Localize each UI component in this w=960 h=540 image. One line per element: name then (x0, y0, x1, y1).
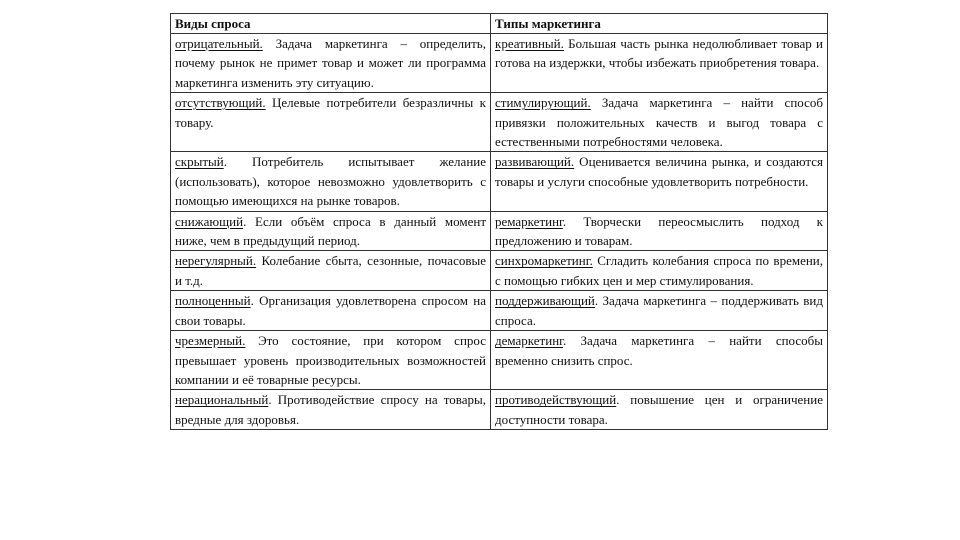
demand-term: отрицательный. (175, 36, 263, 51)
demand-description: . Организация удовлетворена спросом на свои товары. (175, 293, 486, 328)
table-row (171, 152, 828, 211)
header-demand-types: Виды спроса (171, 14, 491, 34)
demand-description: . Противодействие спросу на товары, вредные для здоровья. (175, 392, 486, 427)
marketing-term: поддерживающий (495, 293, 595, 309)
marketing-description: Оценивается величина рынка, и создаются товары и услуги способные удовлетворить потребности. (495, 154, 823, 189)
demand-cell (171, 291, 491, 331)
demand-term: снижающий (175, 213, 244, 229)
demand-cell (171, 211, 491, 251)
demand-description: Колебание сбыта, сезонные, почасовые и т.д. (175, 253, 486, 288)
marketing-description: Большая часть рынка недолюбливает товар и готова на издержки, чтобы избежать приобретения товара. (495, 36, 823, 71)
marketing-cell (491, 152, 828, 211)
marketing-description: Сгладить колебания спроса по времени, с помощью гибких цен и мер стимулирования. (495, 253, 823, 288)
marketing-description: . повышение цен и ограничение доступности товара. (495, 392, 823, 427)
marketing-description: . Задача маркетинга – поддерживать вид спроса. (495, 293, 823, 328)
marketing-description: Задача маркетинга – найти способ привязки положительных качеств и выгод товара с естественными потребностями человека. (495, 95, 823, 150)
marketing-cell (491, 211, 828, 251)
demand-term: нерациональный (175, 392, 269, 408)
table-header-row (171, 14, 828, 34)
demand-term: отсутствующий. (175, 95, 266, 111)
demand-cell (171, 34, 491, 93)
table-row (171, 251, 828, 291)
demand-marketing-table (170, 13, 828, 430)
header-marketing-types: Типы маркетинга (491, 14, 828, 34)
demand-term: чрезмерный. (175, 333, 246, 349)
marketing-term: противодействующий (495, 392, 617, 408)
demand-term: полноценный (175, 293, 251, 309)
table-row (171, 93, 828, 152)
demand-cell (171, 331, 491, 390)
marketing-cell (491, 291, 828, 331)
marketing-cell (491, 34, 828, 93)
marketing-term: синхромаркетинг. (495, 253, 593, 269)
marketing-cell (491, 251, 828, 291)
table-row (171, 331, 828, 390)
demand-term: нерегулярный. (175, 253, 257, 269)
demand-cell (171, 390, 491, 430)
table-row (171, 390, 828, 430)
marketing-description: . Задача маркетинга – найти способы временно снизить спрос. (495, 333, 823, 368)
demand-description: Целевые потребители безразличны к товару. (175, 95, 486, 130)
marketing-term: демаркетинг (495, 333, 564, 349)
demand-cell (171, 152, 491, 211)
table-row (171, 211, 828, 251)
marketing-term: развивающий. (495, 154, 575, 170)
marketing-cell (491, 390, 828, 430)
demand-description: . Если объём спроса в данный момент ниже, чем в предыдущий период. (175, 213, 486, 249)
demand-description: Это состояние, при котором спрос превышает уровень производительных возможностей компании и её товарные ресурсы. (175, 333, 486, 387)
marketing-cell (491, 93, 828, 152)
marketing-description: . Творчески переосмыслить подход к предложению и товарам. (495, 213, 823, 249)
table-row (171, 291, 828, 331)
marketing-term: ремаркетинг (495, 213, 563, 229)
demand-description: . Потребитель испытывает желание (использовать), которое невозможно удовлетворить с помощью имеющихся на рынке товаров. (175, 154, 486, 209)
marketing-term: стимулирующий. (495, 95, 591, 111)
marketing-cell (491, 331, 828, 390)
marketing-term: креативный. (495, 36, 564, 51)
demand-term: скрытый (175, 154, 224, 170)
demand-cell (171, 93, 491, 152)
demand-description: Задача маркетинга – определить, почему рынок не примет товар и может ли программа маркетинга изменить эту ситуацию. (175, 36, 486, 90)
demand-cell (171, 251, 491, 291)
table-row (171, 34, 828, 93)
